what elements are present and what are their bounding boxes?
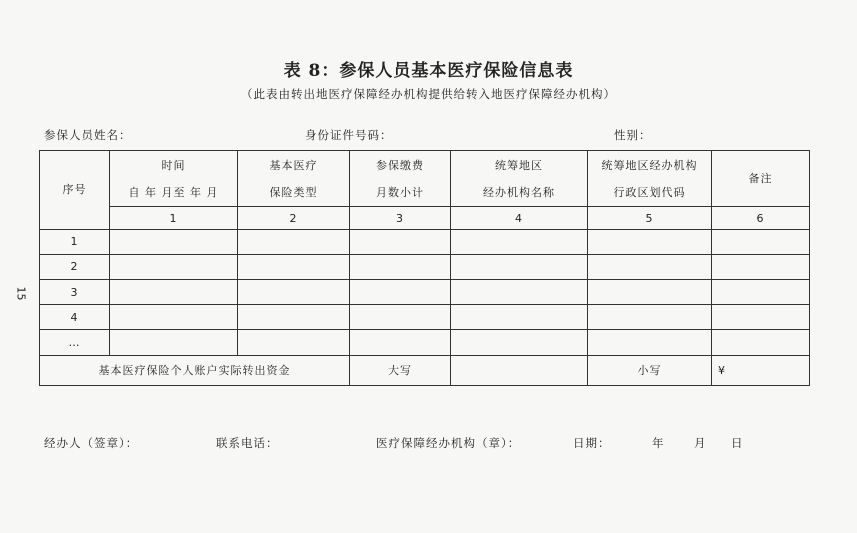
header-seq: 序号: [40, 151, 110, 230]
transfer-funds-row: [40, 355, 810, 385]
row-seq: 4: [40, 305, 110, 330]
row-seq: 1: [40, 229, 110, 254]
header-insurance-type: [238, 151, 350, 207]
row-seq: 3: [40, 280, 110, 305]
header-region-code: [588, 151, 712, 207]
header-time-line1: 时间: [161, 158, 186, 172]
row-seq: …: [40, 330, 110, 355]
col-number-4: 4: [451, 207, 588, 229]
name-label: 参保人员姓名：: [44, 128, 132, 142]
header-type-line1: 基本医疗: [269, 158, 318, 172]
header-code-line1: 统筹地区经办机构: [601, 158, 698, 172]
header-months-line1: 参保缴费: [376, 158, 424, 172]
transfer-funds-label: 基本医疗保险个人账户实际转出资金: [40, 355, 350, 385]
document-title: 表 8：参保人员基本医疗保险信息表: [283, 61, 574, 81]
id-number-label: 身份证件号码：: [305, 128, 393, 142]
year-label: 年: [652, 436, 665, 450]
header-agency-line1: 统筹地区: [495, 158, 543, 172]
header-remark: 备注: [712, 151, 810, 207]
daxie-label: 大写: [350, 355, 451, 385]
gender-label: 性别：: [614, 128, 652, 142]
table-row: [40, 305, 810, 330]
document-subtitle: （此表由转出地医疗保障经办机构提供给转入地医疗保障经办机构）: [241, 87, 616, 101]
handler-signature-label: 经办人（签章）：: [44, 436, 139, 450]
insurance-info-table: [39, 150, 810, 386]
row-seq: 2: [40, 254, 110, 279]
table-row: [40, 330, 810, 355]
table-row: [40, 254, 810, 279]
col-number-3: 3: [350, 207, 451, 229]
month-label: 月: [694, 436, 707, 450]
page-number: 15: [14, 286, 28, 301]
yen-symbol: ¥: [712, 355, 810, 385]
xiaoxie-label: 小写: [588, 355, 712, 385]
header-months-line2: 月数小计: [376, 185, 424, 199]
col-number-1: 1: [110, 207, 238, 229]
date-label: 日期：: [573, 436, 611, 450]
header-agency-line2: 经办机构名称: [483, 185, 555, 199]
col-number-5: 5: [588, 207, 712, 229]
agency-seal-label: 医疗保障经办机构（章）：: [376, 436, 521, 450]
day-label: 日: [731, 436, 744, 450]
phone-label: 联系电话：: [216, 436, 279, 450]
col-number-6: 6: [712, 207, 810, 229]
header-agency-name: [451, 151, 588, 207]
col-number-2: 2: [238, 207, 350, 229]
header-code-line2: 行政区划代码: [613, 185, 686, 199]
daxie-value: [451, 355, 588, 385]
header-time-line2: 自 年 月至 年 月: [128, 185, 219, 199]
header-type-line2: 保险类型: [269, 185, 318, 199]
header-months: [350, 151, 451, 207]
table-row: [40, 229, 810, 254]
table-row: [40, 280, 810, 305]
header-time: [110, 151, 238, 207]
